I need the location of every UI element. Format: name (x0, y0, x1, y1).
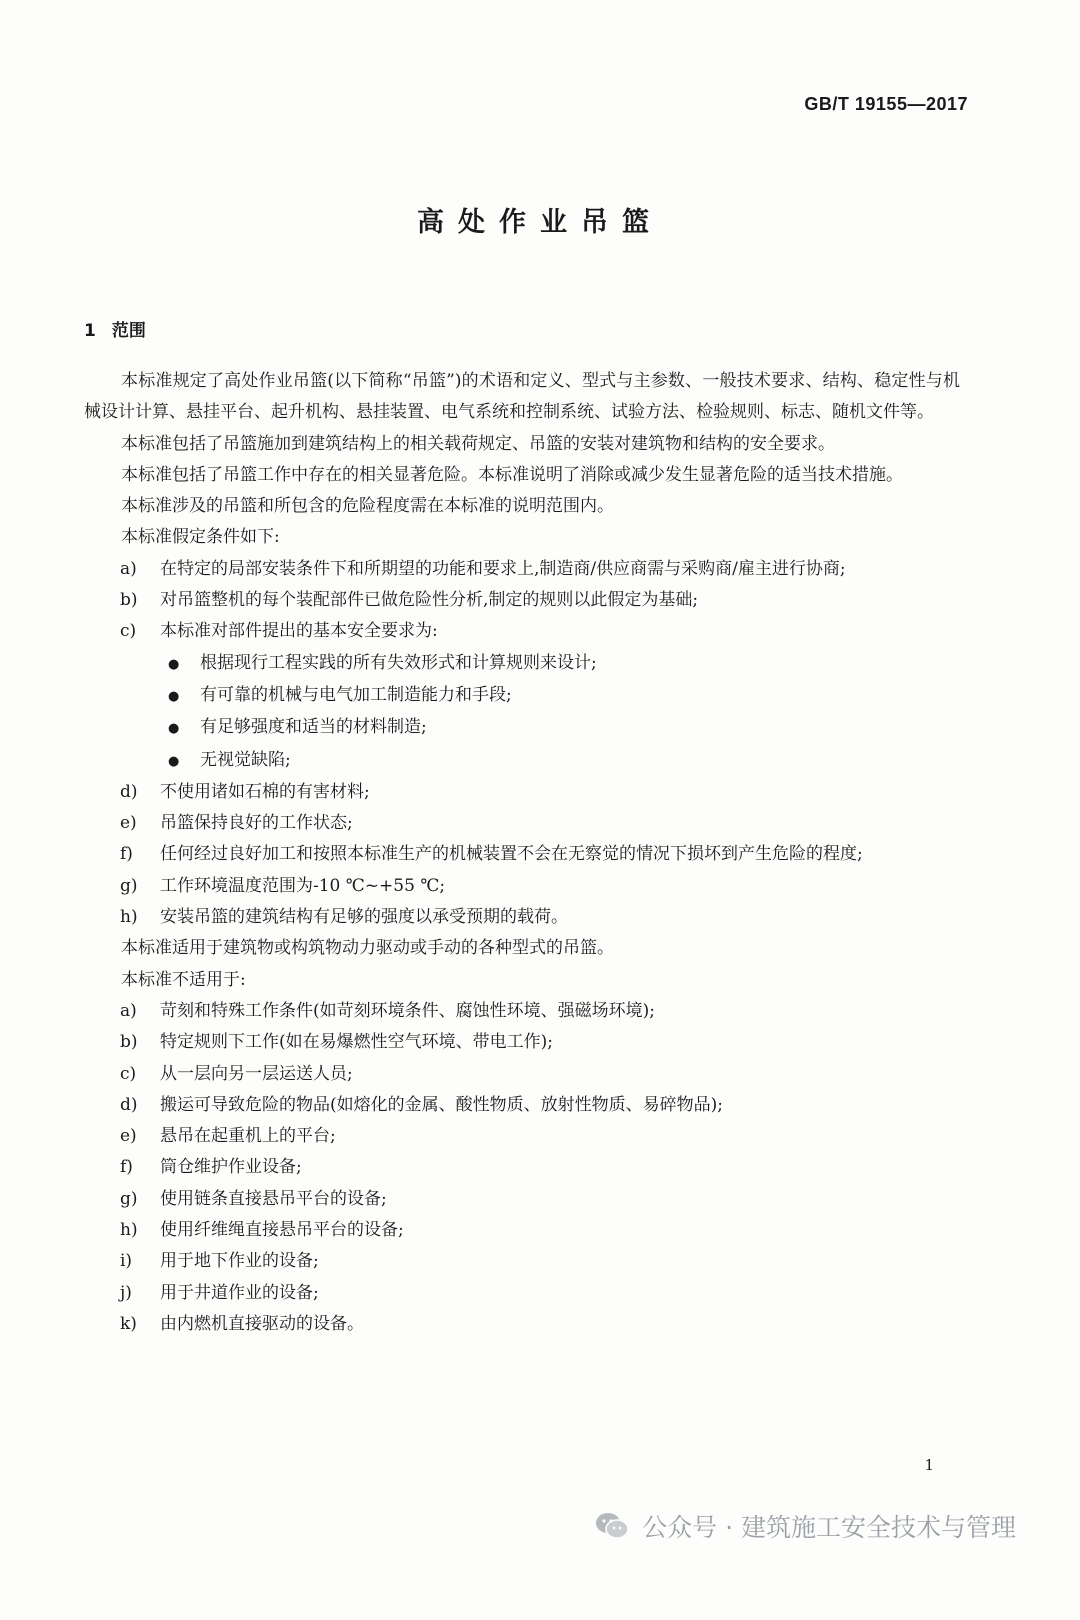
wechat-icon (594, 1511, 630, 1541)
list-text: 用于井道作业的设备; (160, 1282, 319, 1303)
standard-code: GB/T 19155—2017 (804, 94, 968, 114)
list-label: k) (120, 1313, 137, 1334)
list-label: g) (120, 875, 138, 896)
list-text: 搬运可导致危险的物品(如熔化的金属、酸性物质、放射性物质、易碎物品); (160, 1094, 723, 1115)
section-heading (84, 316, 146, 341)
list-item (84, 1152, 960, 1183)
list-item (84, 1027, 960, 1058)
list-item (84, 996, 960, 1027)
list-item (84, 1121, 960, 1152)
list-label: a) (120, 558, 137, 579)
paragraph: 本标准涉及的吊篮和所包含的危险程度需在本标准的说明范围内。 (121, 496, 614, 517)
document-title: 高处作业吊篮 (417, 207, 663, 238)
list-item (84, 554, 960, 585)
list-label: e) (120, 1126, 137, 1147)
list-label: c) (120, 1063, 137, 1084)
bullet-item (84, 680, 960, 712)
list-item (84, 585, 960, 616)
paragraph: 本标准假定条件如下: (121, 527, 280, 548)
bullet-item (84, 648, 960, 680)
bullet-text: 有可靠的机械与电气加工制造能力和手段; (200, 684, 512, 705)
section-body (84, 366, 960, 1340)
list-label: f) (120, 844, 133, 865)
list-text: 悬吊在起重机上的平台; (160, 1126, 336, 1147)
list-label: i) (120, 1251, 133, 1272)
watermark-text: 公众号 · 建筑施工安全技术与管理 (642, 1513, 1016, 1542)
watermark (594, 1508, 1016, 1544)
list-text: 吊篮保持良好的工作状态; (160, 813, 353, 834)
section-number: 1 (84, 321, 96, 341)
list-item (84, 777, 960, 808)
list-label: h) (120, 1220, 138, 1241)
paragraph: 本标准规定了高处作业吊篮(以下简称“吊篮”)的术语和定义、型式与主参数、一般技术要求、结构、稳定性与机械设计计算、悬挂平台、起升机构、悬挂装置、电气系统和控制系统、试验方法、检验规则、标志、随机文件等。 (84, 371, 960, 423)
list-text: 不使用诸如石棉的有害材料; (160, 781, 370, 802)
bullet-text: 无视觉缺陷; (200, 749, 291, 770)
list-text: 对吊篮整机的每个装配部件已做危险性分析,制定的规则以此假定为基础; (160, 590, 699, 611)
list-item (84, 1278, 960, 1309)
list-text: 由内燃机直接驱动的设备。 (160, 1313, 364, 1334)
list-item (84, 1059, 960, 1090)
list-label: e) (120, 813, 137, 834)
paragraph: 本标准不适用于: (121, 969, 246, 990)
list-label: h) (120, 907, 138, 928)
list-text: 使用纤维绳直接悬吊平台的设备; (160, 1220, 404, 1241)
list-text: 工作环境温度范围为-10 ℃~+55 ℃; (160, 875, 446, 896)
list-text: 从一层向另一层运送人员; (160, 1063, 353, 1084)
list-text: 使用链条直接悬吊平台的设备; (160, 1188, 387, 1209)
list-item (84, 1246, 960, 1277)
list-item (84, 808, 960, 839)
list-label: d) (120, 781, 138, 802)
list-text: 在特定的局部安装条件下和所期望的功能和要求上,制造商/供应商需与采购商/雇主进行协商; (160, 558, 846, 579)
list-item (84, 902, 960, 933)
list-text: 筒仓维护作业设备; (160, 1157, 302, 1178)
list-text: 安装吊篮的建筑结构有足够的强度以承受预期的载荷。 (160, 907, 568, 928)
list-item (84, 871, 960, 902)
list-item (84, 1184, 960, 1215)
bullet-icon (160, 745, 200, 777)
list-text: 本标准对部件提出的基本安全要求为: (160, 621, 438, 642)
list-label: c) (120, 621, 137, 642)
bullet-icon (160, 680, 200, 712)
bullet-text: 有足够强度和适当的材料制造; (200, 717, 427, 738)
bullet-icon (160, 648, 200, 680)
section-title: 范围 (111, 321, 146, 341)
list-item (84, 839, 960, 870)
list-text: 用于地下作业的设备; (160, 1251, 319, 1272)
list-label: g) (120, 1188, 138, 1209)
paragraph: 本标准包括了吊篮工作中存在的相关显著危险。本标准说明了消除或减少发生显著危险的适当技术措施。 (121, 464, 903, 485)
list-label: d) (120, 1094, 138, 1115)
list-item (84, 1215, 960, 1246)
list-text: 苛刻和特殊工作条件(如苛刻环境条件、腐蚀性环境、强磁场环境); (160, 1000, 655, 1021)
list-item (84, 616, 960, 647)
list-label: b) (120, 590, 138, 611)
list-label: j) (120, 1282, 132, 1303)
list-text: 特定规则下工作(如在易爆燃性空气环境、带电工作); (160, 1032, 553, 1053)
list-label: f) (120, 1157, 133, 1178)
bullet-icon (160, 712, 200, 744)
paragraph: 本标准包括了吊篮施加到建筑结构上的相关载荷规定、吊篮的安装对建筑物和结构的安全要求。 (121, 433, 835, 454)
paragraph: 本标准适用于建筑物或构筑物动力驱动或手动的各种型式的吊篮。 (121, 938, 614, 959)
bullet-item (84, 745, 960, 777)
page-number: 1 (924, 1456, 934, 1474)
list-item (84, 1309, 960, 1340)
bullet-text: 根据现行工程实践的所有失效形式和计算规则来设计; (200, 652, 597, 673)
list-text: 任何经过良好加工和按照本标准生产的机械装置不会在无察觉的情况下损坏到产生危险的程度; (160, 844, 863, 865)
list-label: b) (120, 1032, 138, 1053)
list-label: a) (120, 1000, 137, 1021)
list-item (84, 1090, 960, 1121)
bullet-item (84, 712, 960, 744)
